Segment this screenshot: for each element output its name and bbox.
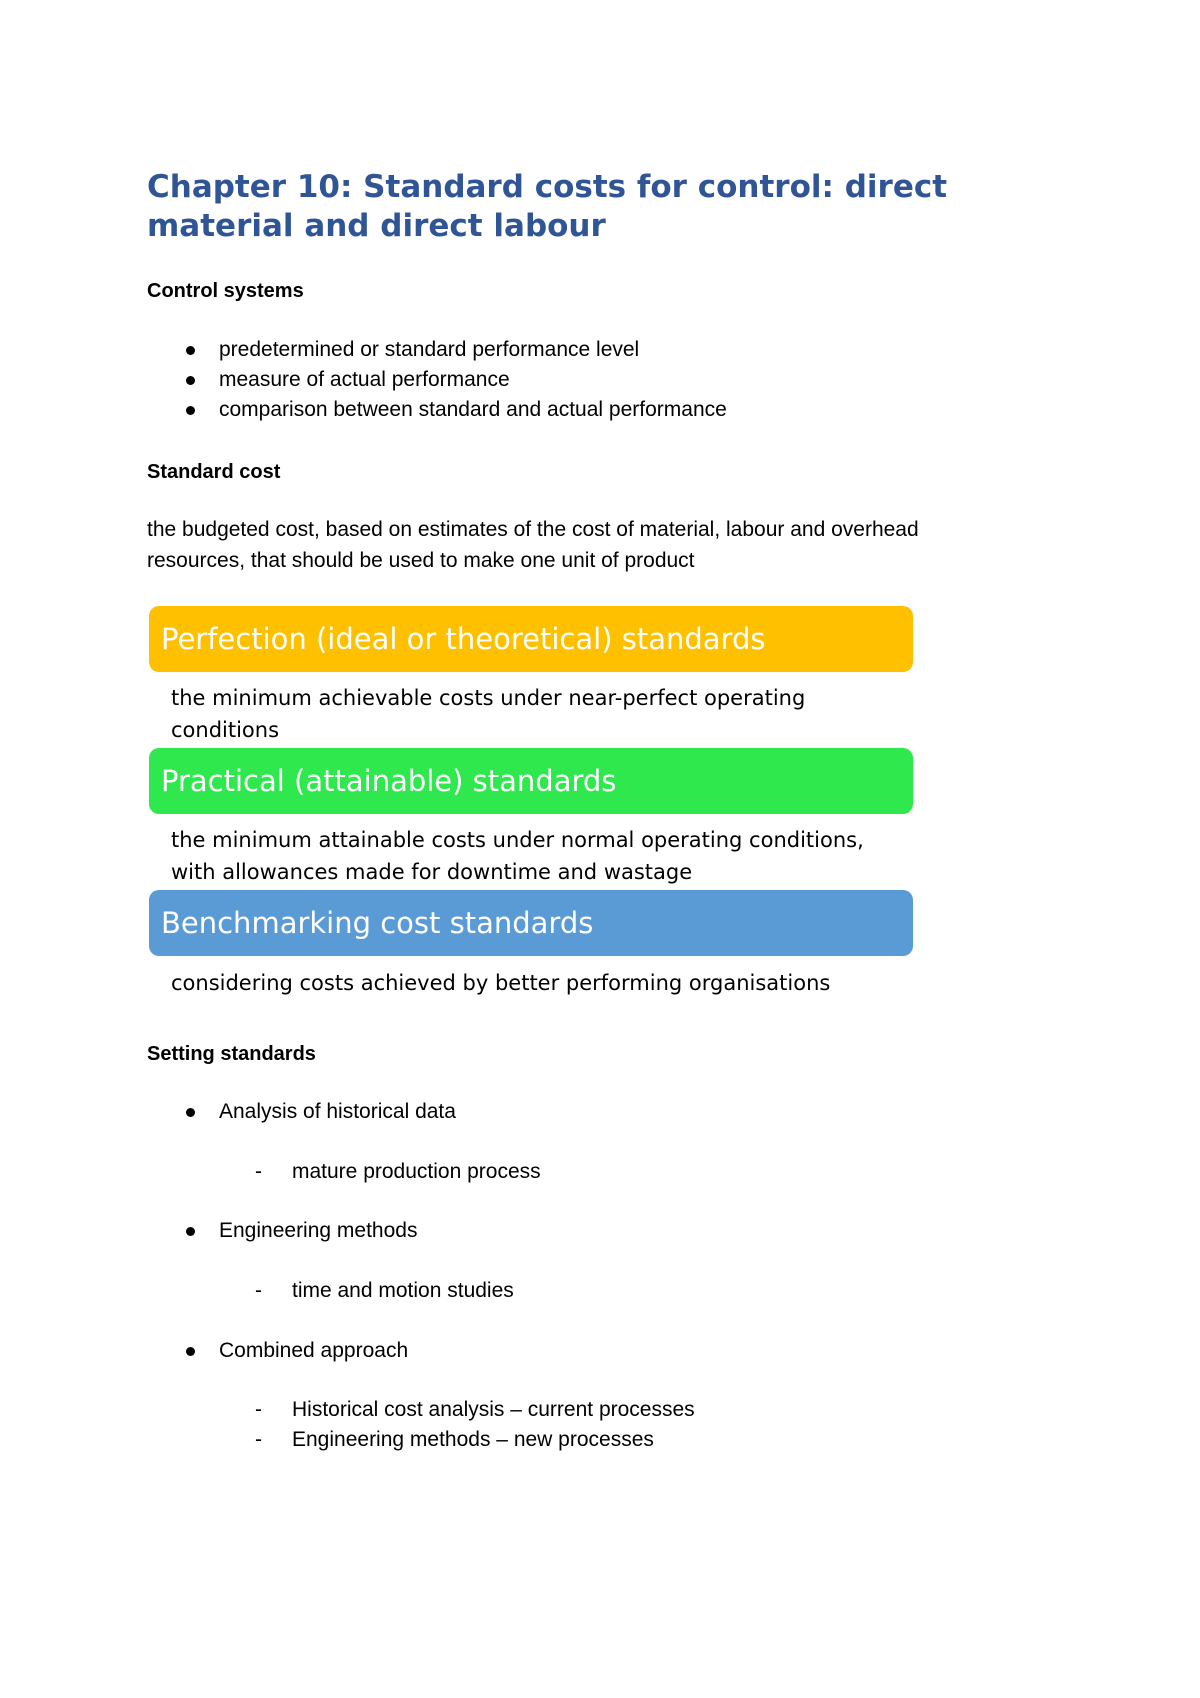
setting-standards-heading: Setting standards — [147, 1043, 316, 1065]
list-item: Combined approach — [147, 1336, 408, 1366]
dash-icon: - — [255, 1398, 262, 1421]
standard-cost-definition: the budgeted cost, based on estimates of the cost of material, labour and overhead resources, that should be used to make one unit of product — [147, 518, 919, 572]
dash-icon: - — [255, 1279, 262, 1302]
perfection-standards-box: Perfection (ideal or theoretical) standards — [149, 606, 913, 672]
control-systems-heading: Control systems — [147, 280, 304, 302]
practical-standards-description: the minimum attainable costs under normal operating conditions, with allowances made for downtime and wastage — [171, 828, 864, 884]
practical-standards-box: Practical (attainable) standards — [149, 748, 913, 814]
bullet-icon — [186, 1108, 195, 1117]
control-systems-list — [147, 335, 727, 425]
bullet-icon — [186, 406, 195, 415]
bullet-icon — [186, 346, 195, 355]
bullet-icon — [186, 1227, 195, 1236]
list-item: predetermined or standard performance level — [147, 335, 727, 365]
bullet-icon — [186, 1347, 195, 1356]
benchmarking-standards-description: considering costs achieved by better performing organisations — [171, 971, 831, 995]
list-item: measure of actual performance — [147, 365, 727, 395]
setting-standards-item — [147, 1097, 456, 1127]
dash-icon: - — [255, 1160, 262, 1183]
standard-cost-heading: Standard cost — [147, 461, 281, 483]
setting-standards-item — [147, 1216, 417, 1246]
benchmarking-standards-box: Benchmarking cost standards — [149, 890, 913, 956]
page-title: Chapter 10: Standard costs for control: direct material and direct labour — [147, 169, 948, 244]
list-item: comparison between standard and actual performance — [147, 395, 727, 425]
list-item: Analysis of historical data — [147, 1097, 456, 1127]
bullet-icon — [186, 376, 195, 385]
dash-icon: - — [255, 1428, 262, 1451]
document-page: Chapter 10: Standard costs for control: direct material and direct labour Control systems predetermined or standard performance level measure of actual performance comparison between standard and actual performance Standard cost the budgeted cost, based on estimates of the cost of material, labour and overhead resources, that should be used to make one unit of product Perfection (ideal or theoretical) standards the minimum achievable costs under near-perfect operating conditions Practical (attainable) standards the minimum attainable costs under normal operating conditions, with allowances made for downtime and wastage Benchmarking cost standards considering costs achieved by better performing organisations Setting standards Analysis of historical data - mature production process Engineering methods - time and motion studies Combined approach - Historical cost analysis – current processes - Engineering methods – new processes — [0, 0, 1200, 1698]
setting-standards-item — [147, 1336, 408, 1366]
perfection-standards-description: the minimum achievable costs under near-perfect operating conditions — [171, 686, 806, 742]
list-item: Engineering methods — [147, 1216, 417, 1246]
